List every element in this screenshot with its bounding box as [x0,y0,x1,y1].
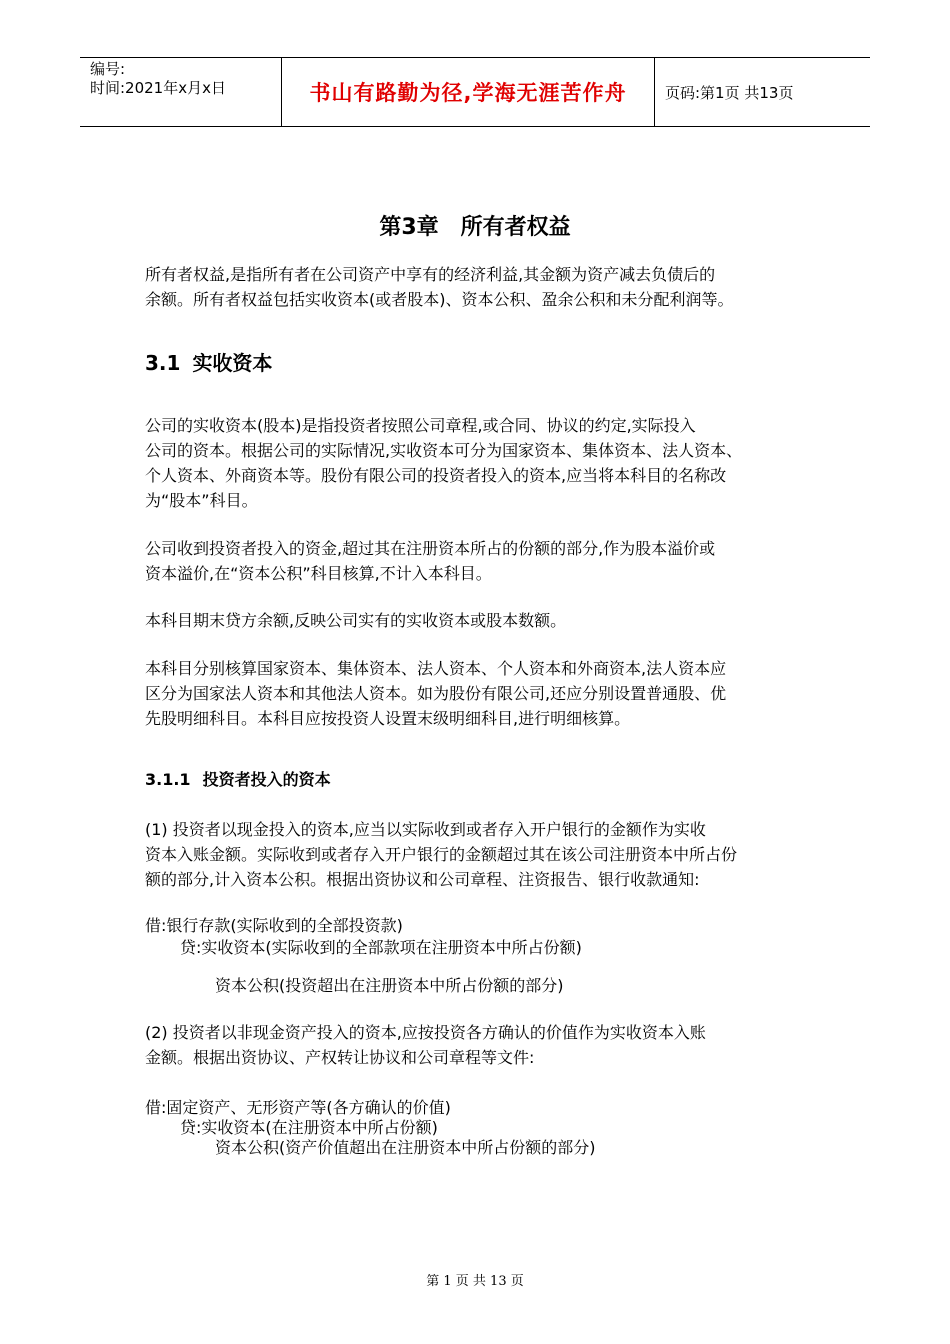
text-line: 个人资本、外商资本等。股份有限公司的投资者投入的资本,应当将本科目的名称改 [145,466,727,485]
section-title: 实收资本 [192,351,273,375]
text-line: 资本入账金额。实际收到或者存入开户银行的金额超过其在该公司注册资本中所占份 [145,845,738,864]
subsection-heading [145,767,825,790]
text-line: 余额。所有者权益包括实收资本(或者股本)、资本公积、盈余公积和未分配利润等。 [145,290,734,309]
journal-debit: 借:银行存款(实际收到的全部投资款) [145,916,403,935]
paragraph [145,536,825,586]
subsection-title: 投资者投入的资本 [202,770,331,789]
intro-paragraph [145,262,825,312]
page-header [80,57,870,127]
chapter-number: 第3章 [379,215,439,240]
journal-credit: 资本公积(投资超出在注册资本中所占份额的部分) [215,976,564,995]
text-line: 公司收到投资者投入的资金,超过其在注册资本所占的份额的部分,作为股本溢价或 [145,539,716,558]
text-line: 区分为国家法人资本和其他法人资本。如为股份有限公司,还应分别设置普通股、优 [145,684,727,703]
paragraph [145,656,825,731]
text-line: 金额。根据出资协议、产权转让协议和公司章程等文件: [145,1048,535,1067]
text-line: 本科目分别核算国家资本、集体资本、法人资本、个人资本和外商资本,法人资本应 [145,659,727,678]
text-line: 为“股本”科目。 [145,491,258,510]
number-label: 编号: [90,60,126,78]
text-line: (1) 投资者以现金投入的资本,应当以实际收到或者存入开户银行的金额作为实收 [145,820,706,839]
text-line: 公司的资本。根据公司的实际情况,实收资本可分为国家资本、集体资本、法人资本、 [145,441,743,460]
item-paragraph [145,817,825,892]
section-number: 3.1 [145,351,181,375]
section-heading [145,347,825,376]
text-line: 本科目期末贷方余额,反映公司实有的实收资本或股本数额。 [145,611,567,630]
text-line: (2) 投资者以非现金资产投入的资本,应按投资各方确认的价值作为实收资本入账 [145,1023,706,1042]
page-footer: 第 1 页 共 13 页 [426,1274,524,1289]
header-meta [80,58,281,126]
text-line: 额的部分,计入资本公积。根据出资协议和公司章程、注资报告、银行收款通知: [145,870,700,889]
chapter-name: 所有者权益 [460,215,571,240]
text-line: 资本溢价,在“资本公积”科目核算,不计入本科目。 [145,564,492,583]
text-line: 所有者权益,是指所有者在公司资产中享有的经济利益,其金额为资产减去负债后的 [145,265,716,284]
text-line: 先股明细科目。本科目应按投资人设置末级明细科目,进行明细核算。 [145,709,631,728]
journal-credit: 贷:实收资本(在注册资本中所占份额) [180,1118,438,1137]
journal-debit: 借:固定资产、无形资产等(各方确认的价值) [145,1098,451,1117]
time-label: 时间:2021年x月x日 [90,79,226,97]
subsection-number: 3.1.1 [145,770,191,789]
text-line: 公司的实收资本(股本)是指投资者按照公司章程,或合同、协议的约定,实际投入 [145,416,696,435]
journal-credit: 贷:实收资本(实际收到的全部款项在注册资本中所占份额) [180,938,582,957]
item-paragraph [145,1020,825,1070]
journal-credit: 资本公积(资产价值超出在注册资本中所占份额的部分) [215,1138,596,1157]
header-page-info: 页码:第1页 共13页 [665,83,794,102]
paragraph [145,413,825,513]
chapter-title [0,210,950,241]
paragraph [145,608,825,633]
header-motto: 书山有路勤为径,学海无涯苦作舟 [281,58,655,126]
